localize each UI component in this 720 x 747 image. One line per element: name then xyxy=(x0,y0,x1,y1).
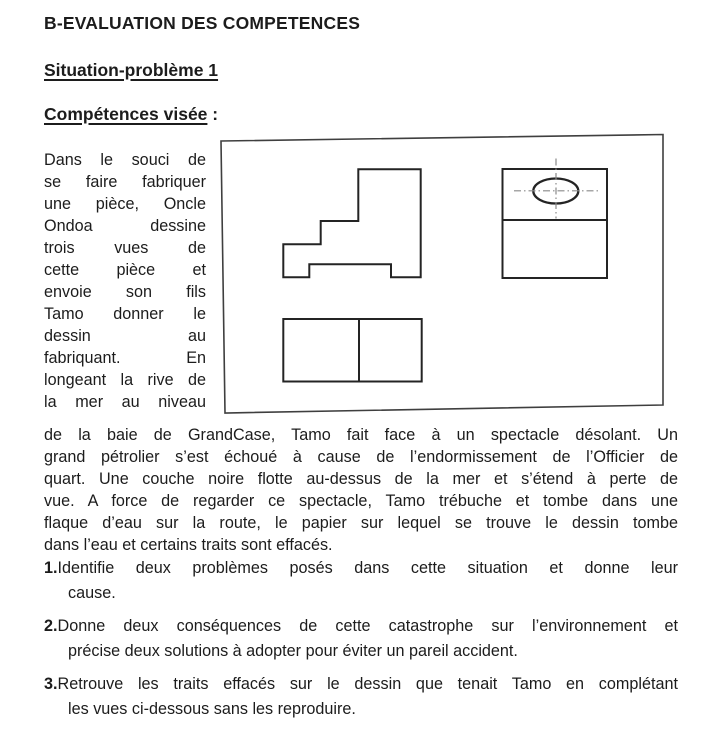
front-view-outline xyxy=(283,169,420,277)
text-line: une pièce, Oncle xyxy=(44,195,206,213)
text-line: se faire fabriquer xyxy=(44,173,206,191)
centerlines xyxy=(514,159,601,219)
competences-heading: Compétences visée : xyxy=(44,104,219,124)
question-number: 2. xyxy=(44,617,58,635)
question-number: 1. xyxy=(44,559,58,577)
text-line: la mer au niveau xyxy=(44,393,206,411)
question-number: 3. xyxy=(44,675,58,693)
question-line xyxy=(44,672,678,697)
text-line: Dans le souci de xyxy=(44,151,206,169)
text-line: fabriquant. En xyxy=(44,349,206,367)
question-text: Identifie deux problèmes posés dans cette situation et donne leur xyxy=(57,559,678,577)
question-text: Donne deux conséquences de cette catastrophe sur l’environnement et xyxy=(57,617,678,635)
question-text: Retrouve les traits effacés sur le dessin que tenait Tamo en complétant xyxy=(57,675,678,693)
text-line: Tamo donner le xyxy=(44,305,206,323)
text-line: dans l’eau et certains traits sont effacés. xyxy=(44,536,333,554)
text-line: vue. A force de regarder ce spectacle, Tamo trébuche et tombe dans une xyxy=(44,492,678,510)
question-item-1 xyxy=(44,556,678,606)
text-line: Ondoa dessine xyxy=(44,217,206,235)
question-line: cause. xyxy=(68,584,116,602)
question-line xyxy=(44,556,678,581)
question-line: les vues ci-dessous sans les reproduire. xyxy=(68,700,356,718)
hole-ellipse xyxy=(533,179,578,204)
figure-views xyxy=(283,169,607,382)
situation-heading: Situation-problème 1 xyxy=(44,60,219,80)
question-line xyxy=(44,614,678,639)
text-line: longeant la rive de xyxy=(44,371,206,389)
text-line: de la baie de GrandCase, Tamo fait face à un spectacle désolant. Un xyxy=(44,426,678,444)
text-line: dessin au xyxy=(44,327,206,345)
intro-paragraph xyxy=(44,424,678,556)
competences-heading-colon: : xyxy=(207,104,219,124)
side-view-rect xyxy=(503,169,608,278)
question-list xyxy=(44,556,678,722)
text-line: cette pièce et xyxy=(44,261,206,279)
question-item-2 xyxy=(44,614,678,664)
question-line: précise deux solutions à adopter pour éviter un pareil accident. xyxy=(68,642,518,660)
text-line: trois vues de xyxy=(44,239,206,257)
page-title: B-EVALUATION DES COMPETENCES xyxy=(44,13,361,33)
question-item-3 xyxy=(44,672,678,722)
intro-left-column xyxy=(44,149,206,413)
top-view-rect xyxy=(283,319,421,382)
text-line: flaque d’eau sur la route, le papier sur lequel se trouve le dessin tombe xyxy=(44,514,678,532)
figure-border xyxy=(221,135,663,414)
text-line: grand pétrolier s’est échoué à cause de l’endormissement de l’Officier de xyxy=(44,448,678,466)
text-line: quart. Une couche noire flotte au-dessus de la mer et s’étend à perte de xyxy=(44,470,678,488)
text-line: envoie son fils xyxy=(44,283,206,301)
